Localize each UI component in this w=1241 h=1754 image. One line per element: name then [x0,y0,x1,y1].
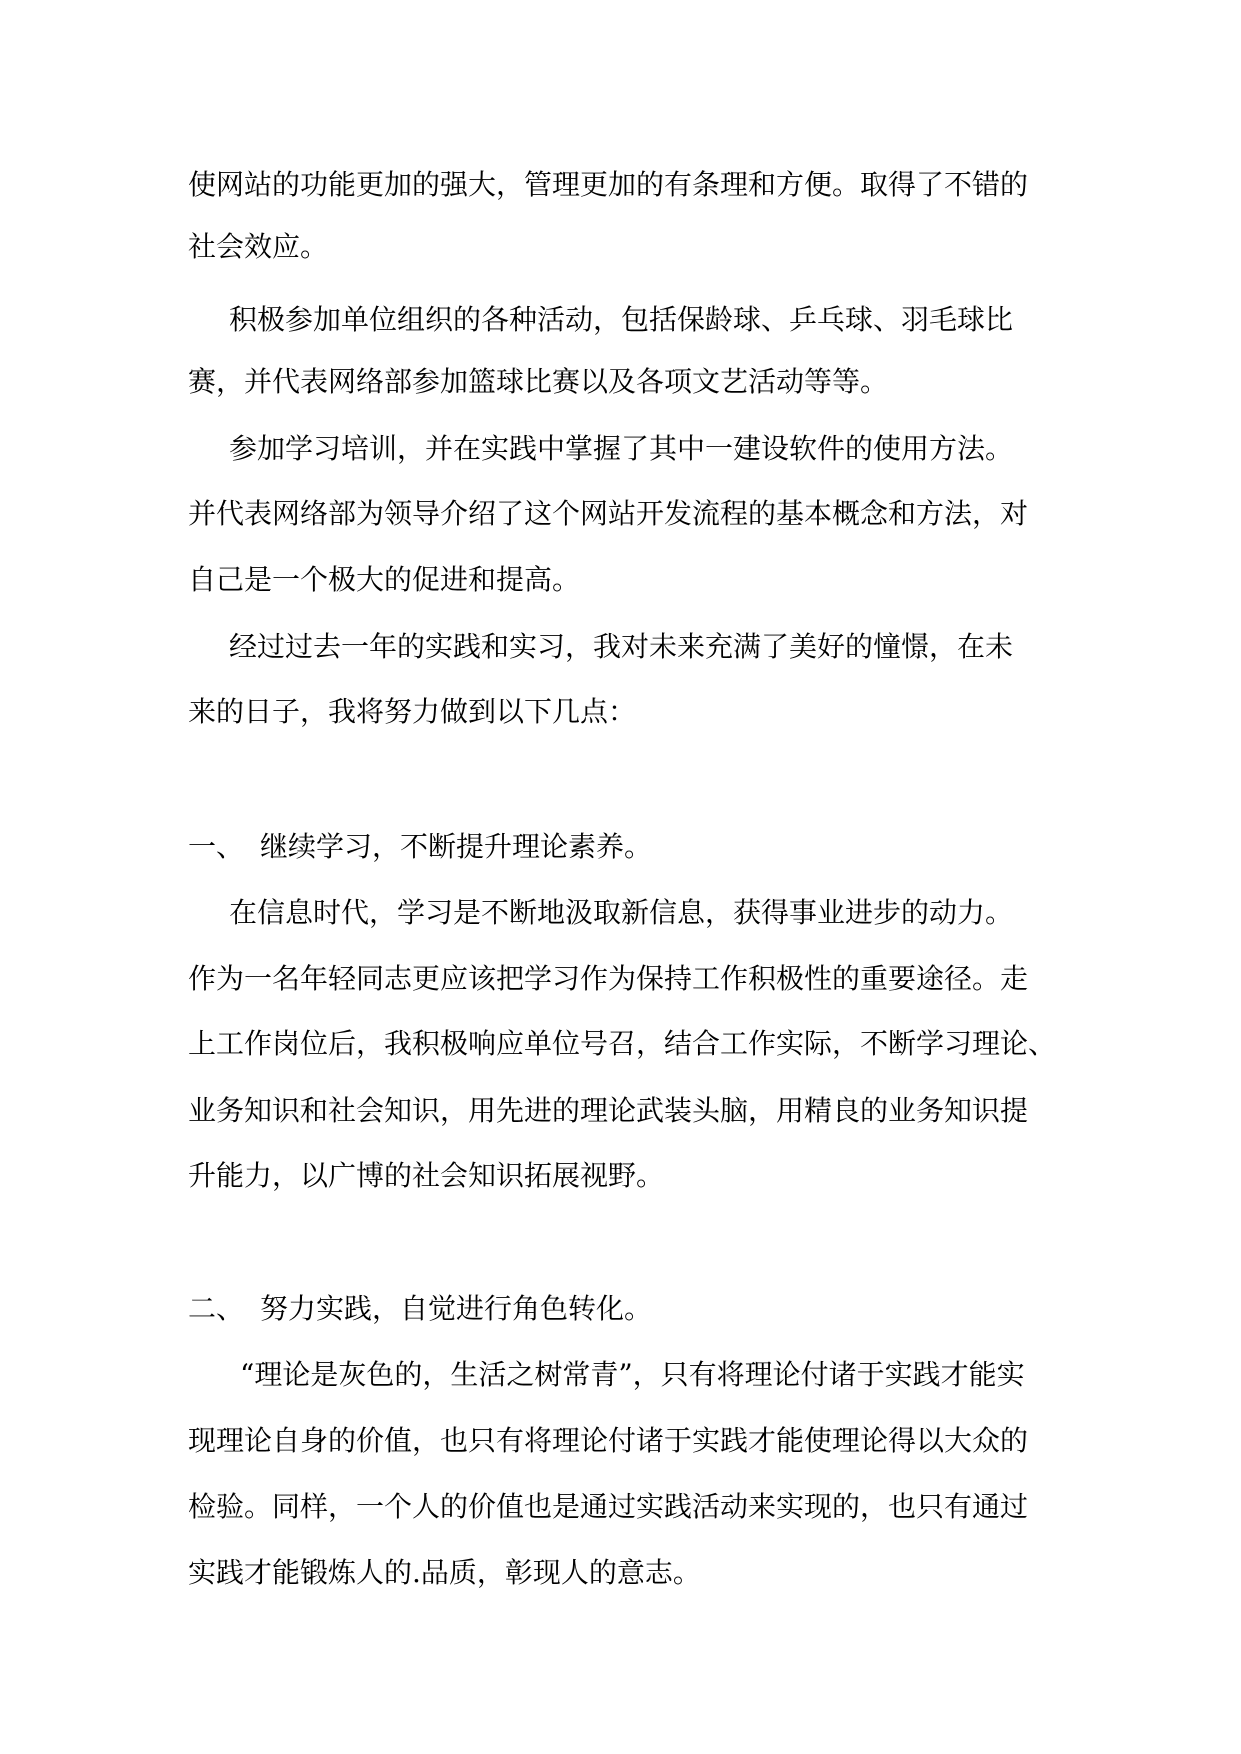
paragraph-text: 升能力，以广博的社会知识拓展视野。 [188,1159,665,1192]
paragraph-text: 实践才能锻炼人的.品质，彰现人的意志。 [188,1556,701,1589]
paragraph-text: 作为一名年轻同志更应该把学习作为保持工作积极性的重要途径。走 [188,962,1029,995]
section-title: 努力实践，自觉进行角色转化。 [260,1292,653,1325]
paragraph-text: 自己是一个极大的促进和提高。 [188,563,581,596]
paragraph-text: 在信息时代，学习是不断地汲取新信息，获得事业进步的动力。 [229,896,1014,929]
section-number: 一、 [188,830,245,863]
paragraph-text: 业务知识和社会知识，用先进的理论武装头脑，用精良的业务知识提 [188,1094,1029,1127]
paragraph-text: 来的日子，我将努力做到以下几点： [188,695,637,728]
paragraph-text: 赛，并代表网络部参加篮球比赛以及各项文艺活动等等。 [188,365,889,398]
paragraph-text: 现理论自身的价值，也只有将理论付诸于实践才能使理论得以大众的 [188,1424,1029,1457]
section-number: 二、 [188,1292,245,1325]
paragraph-text: 社会效应。 [188,230,329,263]
paragraph-text: 上工作岗位后，我积极响应单位号召，结合工作实际，不断学习理论、 [188,1027,1057,1060]
paragraph-text: 积极参加单位组织的各种活动，包括保龄球、乒乓球、羽毛球比 [229,303,1014,336]
paragraph-text: 检验。同样，一个人的价值也是通过实践活动来实现的，也只有通过 [188,1490,1029,1523]
paragraph-text: “理论是灰色的，生活之树常青”，只有将理论付诸于实践才能实 [240,1358,1025,1391]
paragraph-text: 参加学习培训，并在实践中掌握了其中一建设软件的使用方法。 [229,432,1014,465]
paragraph-text: 经过过去一年的实践和实习，我对未来充满了美好的憧憬，在未 [229,630,1014,663]
paragraph-text: 并代表网络部为领导介绍了这个网站开发流程的基本概念和方法，对 [188,497,1029,530]
paragraph-text: 使网站的功能更加的强大，管理更加的有条理和方便。取得了不错的 [188,168,1029,201]
section-title: 继续学习，不断提升理论素养。 [260,830,653,863]
